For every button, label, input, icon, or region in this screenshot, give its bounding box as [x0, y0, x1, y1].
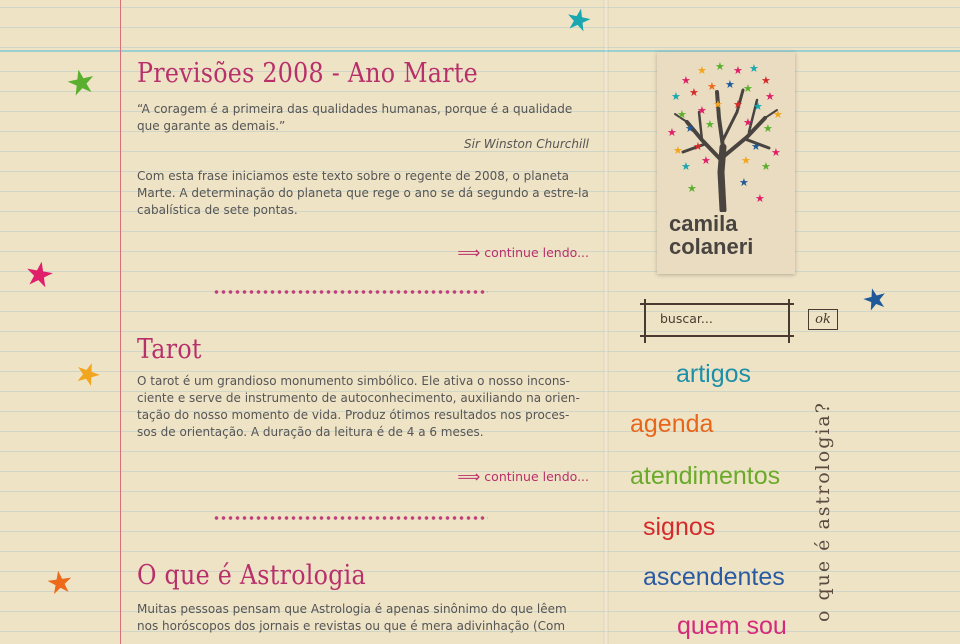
post-quote-author: Sir Winston Churchill [464, 137, 589, 151]
svg-text:★: ★ [707, 80, 717, 93]
svg-text:★: ★ [733, 98, 743, 111]
svg-text:★: ★ [761, 160, 771, 173]
svg-text:★: ★ [671, 90, 681, 103]
post-item [137, 560, 589, 644]
svg-text:★: ★ [753, 100, 763, 113]
dotted-divider [213, 515, 488, 521]
tree-illustration [657, 52, 795, 212]
svg-text:★: ★ [765, 90, 775, 103]
svg-text:★: ★ [741, 154, 751, 167]
svg-text:★: ★ [733, 64, 743, 77]
star-icon: ★ [561, 0, 596, 41]
svg-text:★: ★ [743, 116, 753, 129]
svg-text:★: ★ [755, 192, 765, 205]
nav-item-agenda[interactable]: agenda [630, 410, 714, 438]
post-excerpt: O tarot é um grandioso monumento simbólico. Ele ativa o nosso incons-ciente e serve de instrumento de autoconhecimento, auxiliando na orien-tação do nosso momento de vida. Produz ótimos resultados nos proces-sos de orientação. A duração da leitura é de 4 a 6 meses. [137, 374, 580, 439]
continue-reading-label: continue lendo... [484, 245, 589, 260]
svg-text:★: ★ [701, 154, 711, 167]
notebook-margin-line [120, 0, 121, 644]
svg-text:★: ★ [761, 74, 771, 87]
svg-text:★: ★ [725, 78, 735, 91]
svg-text:★: ★ [751, 140, 761, 153]
svg-text:★: ★ [763, 122, 773, 135]
post-item [137, 334, 589, 494]
star-icon: ★ [857, 279, 892, 319]
post-title[interactable]: Previsões 2008 - Ano Marte [137, 58, 478, 89]
header-rule [0, 50, 960, 52]
svg-text:★: ★ [677, 108, 687, 121]
nav-item-atendimentos[interactable]: atendimentos [630, 462, 781, 490]
svg-text:★: ★ [749, 62, 759, 75]
search-input[interactable] [658, 310, 782, 327]
page-fold [603, 0, 609, 644]
side-link-o-que-e-astrologia[interactable]: o que é astrologia? [812, 401, 834, 622]
logo-line1: camila [669, 211, 738, 236]
logo-line2: colaneri [669, 234, 754, 259]
svg-text:★: ★ [713, 98, 723, 111]
star-icon: ★ [20, 252, 58, 298]
svg-text:★: ★ [681, 160, 691, 173]
dotted-divider [213, 289, 488, 295]
svg-text:★: ★ [687, 182, 697, 195]
svg-text:★: ★ [773, 108, 783, 121]
star-icon: ★ [68, 353, 107, 396]
svg-text:★: ★ [689, 86, 699, 99]
post-title[interactable]: O que é Astrologia [137, 560, 366, 591]
star-icon: ★ [62, 60, 101, 106]
post-title[interactable]: Tarot [137, 334, 202, 365]
continue-reading-label: continue lendo... [484, 469, 589, 484]
svg-text:★: ★ [673, 144, 683, 157]
continue-reading-link[interactable] [457, 467, 589, 486]
search-ok-button[interactable]: ok [808, 309, 838, 330]
svg-text:★: ★ [697, 104, 707, 117]
site-logo[interactable] [657, 52, 795, 274]
nav-item-ascendentes[interactable]: ascendentes [643, 563, 785, 591]
svg-text:★: ★ [771, 146, 781, 159]
post-quote: “A coragem é a primeira das qualidades humanas, porque é a qualidade que garante as demais.” [137, 102, 573, 133]
svg-text:★: ★ [739, 176, 749, 189]
svg-text:★: ★ [743, 82, 753, 95]
svg-text:★: ★ [667, 126, 677, 139]
continue-reading-link[interactable] [457, 243, 589, 262]
svg-text:★: ★ [715, 60, 725, 73]
post-excerpt: Com esta frase iniciamos este texto sobre o regente de 2008, o planeta Marte. A determinação do planeta que rege o ano se dá segundo a estre-la cabalística de sete pontas. [137, 169, 589, 217]
arrow-right-icon: ⟹ [457, 467, 479, 486]
nav-item-artigos[interactable]: artigos [676, 360, 752, 388]
svg-text:★: ★ [705, 118, 715, 131]
search-form [640, 298, 796, 342]
arrow-right-icon: ⟹ [457, 243, 479, 262]
logo-text [669, 212, 753, 258]
post-excerpt: Muitas pessoas pensam que Astrologia é apenas sinônimo do que lêem nos horóscopos dos jornais e revistas ou que é mera adivinhação (Com [137, 602, 567, 633]
svg-text:★: ★ [697, 64, 707, 77]
nav-item-quem-sou[interactable]: quem sou [677, 612, 787, 640]
svg-text:★: ★ [685, 122, 695, 135]
nav-item-signos[interactable]: signos [643, 513, 716, 541]
post-item [137, 58, 589, 268]
svg-text:★: ★ [681, 74, 691, 87]
svg-text:★: ★ [693, 140, 703, 153]
star-icon: ★ [43, 563, 77, 603]
